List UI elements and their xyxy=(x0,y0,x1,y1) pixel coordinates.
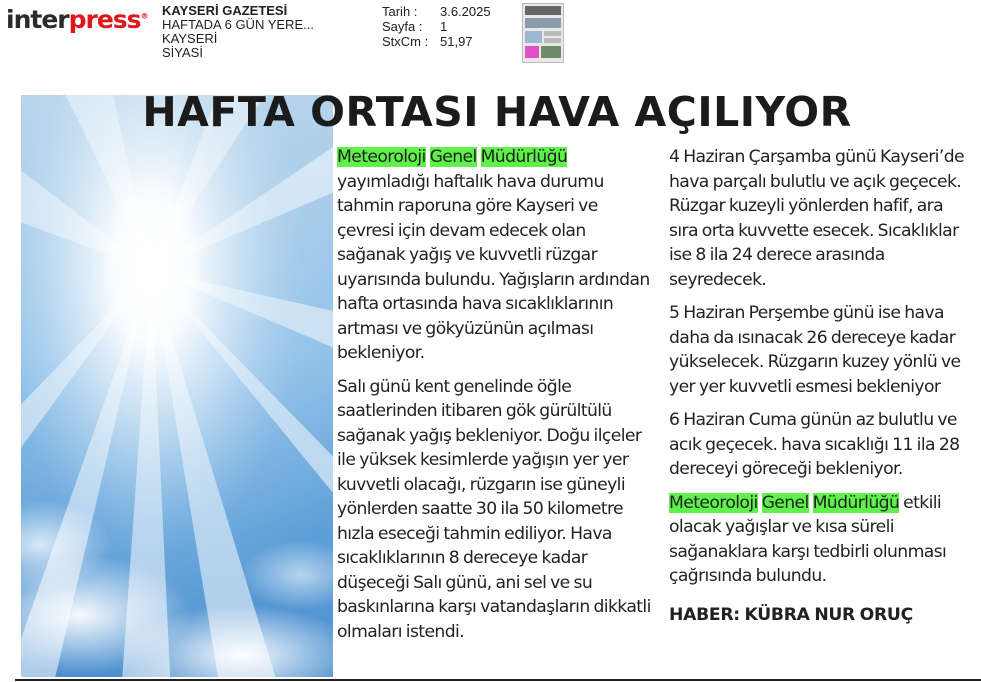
source-highlight: Genel xyxy=(429,147,477,167)
publication-section: SİYASİ xyxy=(162,45,203,60)
paragraph-2: Salı günü kent genelinde öğle saatlerinden itibaren gök gürültülü sağanak yağış bekleniyor. Doğu ilçeler ile yüksek kesimlerde yağışın yer yer kuvvetli olacağı, rüzgarın ise güneyli yönlerden saatte 30 ila 50 kilometre hızla eseceği tahmin ediliyor. Hava sıcaklıklarının 8 dereceye kadar düşeceği Salı günü, ani sel ve su baskınlarına karşı vatandaşların dikkatli olmaları istendi. xyxy=(337,376,651,642)
paragraph-5: 6 Haziran Cuma günün az bulutlu ve acık geçecek. hava sıcaklığı 11 ila 28 dereceyi göreceği bekleniyor. xyxy=(669,410,960,479)
source-highlight: Meteoroloji xyxy=(669,492,758,513)
source-highlight: Müdürlüğü xyxy=(812,492,900,513)
article-headline: HAFTA ORTASI HAVA AÇILIYOR xyxy=(142,88,852,136)
publication-city: KAYSERİ xyxy=(162,31,218,46)
paragraph-6: Meteoroloji Genel Müdürlüğü etkili olacak yağışlar ve kısa süreli sağanaklara karşı tedbirli olunması çağrısında bulundu. xyxy=(669,492,947,586)
publication-name: KAYSERİ GAZETESİ xyxy=(162,3,288,18)
clipping-header xyxy=(0,0,981,70)
article-column-1 xyxy=(337,145,652,653)
paragraph-4: 5 Haziran Perşembe günü ise hava daha da ısınacak 26 dereceye kadar yükselecek. Rüzgarın kuzey yönlü ve yer yer kuvvetli esmesi bekleniyor xyxy=(669,303,961,397)
source-highlight: Meteoroloji xyxy=(337,147,426,167)
source-highlight: Genel xyxy=(761,492,809,513)
publication-frequency: HAFTADA 6 GÜN YERE... xyxy=(162,17,314,32)
article-column-2 xyxy=(669,145,974,636)
article-byline: HABER: KÜBRA NUR ORUÇ xyxy=(669,604,913,625)
publication-info xyxy=(162,4,314,60)
page-value: 1 xyxy=(440,19,448,34)
source-highlight: Müdürlüğü xyxy=(480,147,568,167)
interpress-logo: interpress® xyxy=(6,5,149,34)
paragraph-1: Meteoroloji Genel Müdürlüğü yayımladığı haftalık hava durumu tahmin raporuna göre Kayseri ve çevresi için devam edecek olan sağanak yağış ve kuvvetli rüzgar uyarısında bulundu. Yağışların ardından hafta ortasında hava sıcaklıklarının artması ve gökyüzünün açılması bekleniyor. xyxy=(337,147,650,363)
paragraph-3: 4 Haziran Çarşamba günü Kayseri’de hava parçalı bulutlu ve açık geçecek. Rüzgar kuzeyli yönlerden hafif, ara sıra orta kuvvette esecek. Sıcaklıklar ise 8 ila 24 derece arasında seyredecek. xyxy=(669,147,964,290)
page-thumbnail[interactable] xyxy=(522,3,564,63)
sky-sunburst-photo xyxy=(21,95,333,677)
stxcm-label: StxCm : xyxy=(382,34,429,49)
date-value: 3.6.2025 xyxy=(440,4,491,19)
stxcm-value: 51,97 xyxy=(440,34,473,49)
bottom-rule xyxy=(15,679,981,681)
clipping-meta xyxy=(382,4,491,49)
page-label: Sayfa : xyxy=(382,19,423,34)
date-label: Tarih : xyxy=(382,4,418,19)
